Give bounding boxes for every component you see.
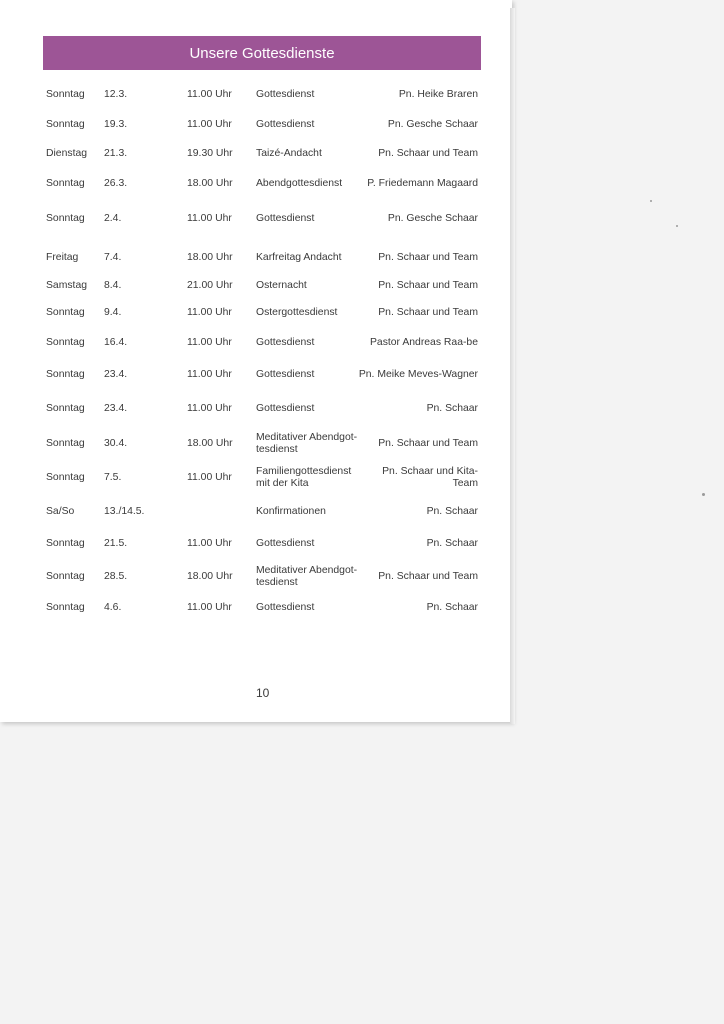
service-day: Sa/So: [46, 506, 75, 517]
service-date: 2.4.: [104, 213, 122, 224]
schedule-row: [46, 563, 478, 591]
section-title: Unsere Gottesdienste: [189, 44, 335, 62]
schedule-row: [46, 140, 478, 168]
service-person: Pn. Schaar und Team: [378, 148, 478, 159]
service-date: 8.4.: [104, 280, 122, 291]
service-day: Samstag: [46, 280, 88, 291]
service-event: Konfirmationen: [256, 506, 326, 517]
schedule-row: [46, 81, 478, 109]
service-event: Gottesdienst: [256, 119, 315, 130]
service-person: Pn. Schaar und Team: [378, 280, 478, 291]
service-time: 18.00 Uhr: [187, 571, 233, 582]
service-event: Karfreitag Andacht: [256, 252, 342, 263]
service-day: Sonntag: [46, 178, 85, 189]
service-time: 11.00 Uhr: [187, 369, 232, 380]
service-event: Taizé-Andacht: [256, 148, 322, 159]
booklet-page: [0, 0, 512, 722]
service-date: 16.4.: [104, 337, 128, 348]
schedule-row: [46, 111, 478, 139]
service-date: 13./14.5.: [104, 506, 145, 517]
service-person: Pn. Gesche Schaar: [387, 119, 478, 130]
service-person: Pn. Schaar: [426, 602, 478, 613]
service-day: Freitag: [46, 252, 79, 263]
service-day: Sonntag: [46, 119, 85, 130]
service-person: Pn. Schaar und Team: [378, 571, 478, 582]
schedule-row: [46, 498, 478, 526]
service-event: Abendgottesdienst: [256, 178, 343, 189]
service-date: 21.5.: [104, 538, 128, 549]
schedule-row: [46, 530, 478, 558]
service-date: 23.4.: [104, 369, 128, 380]
service-event: Gottesdienst: [256, 538, 315, 549]
service-day: Sonntag: [46, 369, 85, 380]
service-date: 30.4.: [104, 438, 128, 449]
service-person: Pn. Schaar: [426, 538, 478, 549]
service-event: Gottesdienst: [256, 602, 315, 613]
service-day: Sonntag: [46, 438, 85, 449]
schedule-row: [46, 170, 478, 198]
schedule-row: [46, 430, 478, 458]
service-date: 23.4.: [104, 403, 128, 414]
service-day: Sonntag: [46, 89, 85, 100]
service-event: Meditativer Abendgot-tesdienst: [256, 432, 358, 455]
service-day: Sonntag: [46, 213, 85, 224]
service-date: 19.3.: [104, 119, 128, 130]
service-person: Pn. Gesche Schaar: [387, 213, 478, 224]
service-date: 4.6.: [104, 602, 122, 613]
service-event: Gottesdienst: [256, 89, 315, 100]
service-day: Sonntag: [46, 307, 85, 318]
service-time: 11.00 Uhr: [187, 89, 232, 100]
service-date: 21.3.: [104, 148, 128, 159]
service-event: Gottesdienst: [256, 369, 315, 380]
service-person: Pn. Schaar und Team: [378, 307, 478, 318]
service-time: 19.30 Uhr: [187, 148, 233, 159]
service-day: Sonntag: [46, 538, 85, 549]
service-person: Pn. Heike Braren: [398, 89, 478, 100]
scan-speck: [650, 200, 652, 202]
service-event: Familiengottesdienst mit der Kita: [256, 466, 352, 489]
service-person: Pn. Schaar und Team: [378, 252, 478, 263]
service-event: Meditativer Abendgot-tesdienst: [256, 565, 358, 588]
service-person: Pn. Schaar und Kita-Team: [382, 466, 478, 489]
service-event: Gottesdienst: [256, 403, 315, 414]
service-person: Pn. Meike Meves-Wagner: [358, 369, 478, 380]
service-time: 18.00 Uhr: [187, 178, 233, 189]
section-title-bar: [43, 36, 481, 70]
schedule-row: [46, 205, 478, 233]
service-day: Sonntag: [46, 571, 85, 582]
service-person: Pn. Schaar: [426, 403, 478, 414]
service-person: Pastor Andreas Raa-be: [369, 337, 478, 348]
service-time: 21.00 Uhr: [187, 280, 233, 291]
service-person: P. Friedemann Magaard: [367, 178, 478, 189]
service-event: Gottesdienst: [256, 213, 315, 224]
service-date: 7.4.: [104, 252, 122, 263]
scan-speck: [702, 493, 705, 496]
schedule-row: [46, 299, 478, 327]
schedule-row: [46, 244, 478, 272]
service-day: Sonntag: [46, 472, 85, 483]
service-event: Ostergottesdienst: [256, 307, 338, 318]
service-time: 11.00 Uhr: [187, 403, 232, 414]
service-time: 11.00 Uhr: [187, 538, 232, 549]
service-day: Dienstag: [46, 148, 88, 159]
service-person: Pn. Schaar und Team: [378, 438, 478, 449]
service-day: Sonntag: [46, 602, 85, 613]
schedule-row: [46, 395, 478, 423]
page-edge-shadow: [510, 8, 515, 724]
service-time: 18.00 Uhr: [187, 438, 233, 449]
schedule-row: [46, 329, 478, 357]
service-time: 11.00 Uhr: [187, 213, 232, 224]
scan-speck: [676, 225, 678, 227]
service-date: 9.4.: [104, 307, 122, 318]
service-time: 11.00 Uhr: [187, 307, 232, 318]
service-date: 28.5.: [104, 571, 128, 582]
service-event: Osternacht: [256, 280, 307, 291]
service-person: Pn. Schaar: [426, 506, 478, 517]
service-time: 11.00 Uhr: [187, 119, 232, 130]
service-day: Sonntag: [46, 403, 85, 414]
service-date: 12.3.: [104, 89, 128, 100]
service-date: 7.5.: [104, 472, 122, 483]
schedule-row: [46, 272, 478, 300]
service-event: Gottesdienst: [256, 337, 315, 348]
service-day: Sonntag: [46, 337, 85, 348]
service-time: 11.00 Uhr: [187, 602, 232, 613]
service-time: 11.00 Uhr: [187, 337, 232, 348]
service-time: 18.00 Uhr: [187, 252, 233, 263]
schedule-row: [46, 361, 478, 389]
service-time: 11.00 Uhr: [187, 472, 232, 483]
schedule-row: [46, 594, 478, 622]
schedule-row: [46, 464, 478, 492]
service-date: 26.3.: [104, 178, 128, 189]
page-number: 10: [256, 686, 270, 700]
